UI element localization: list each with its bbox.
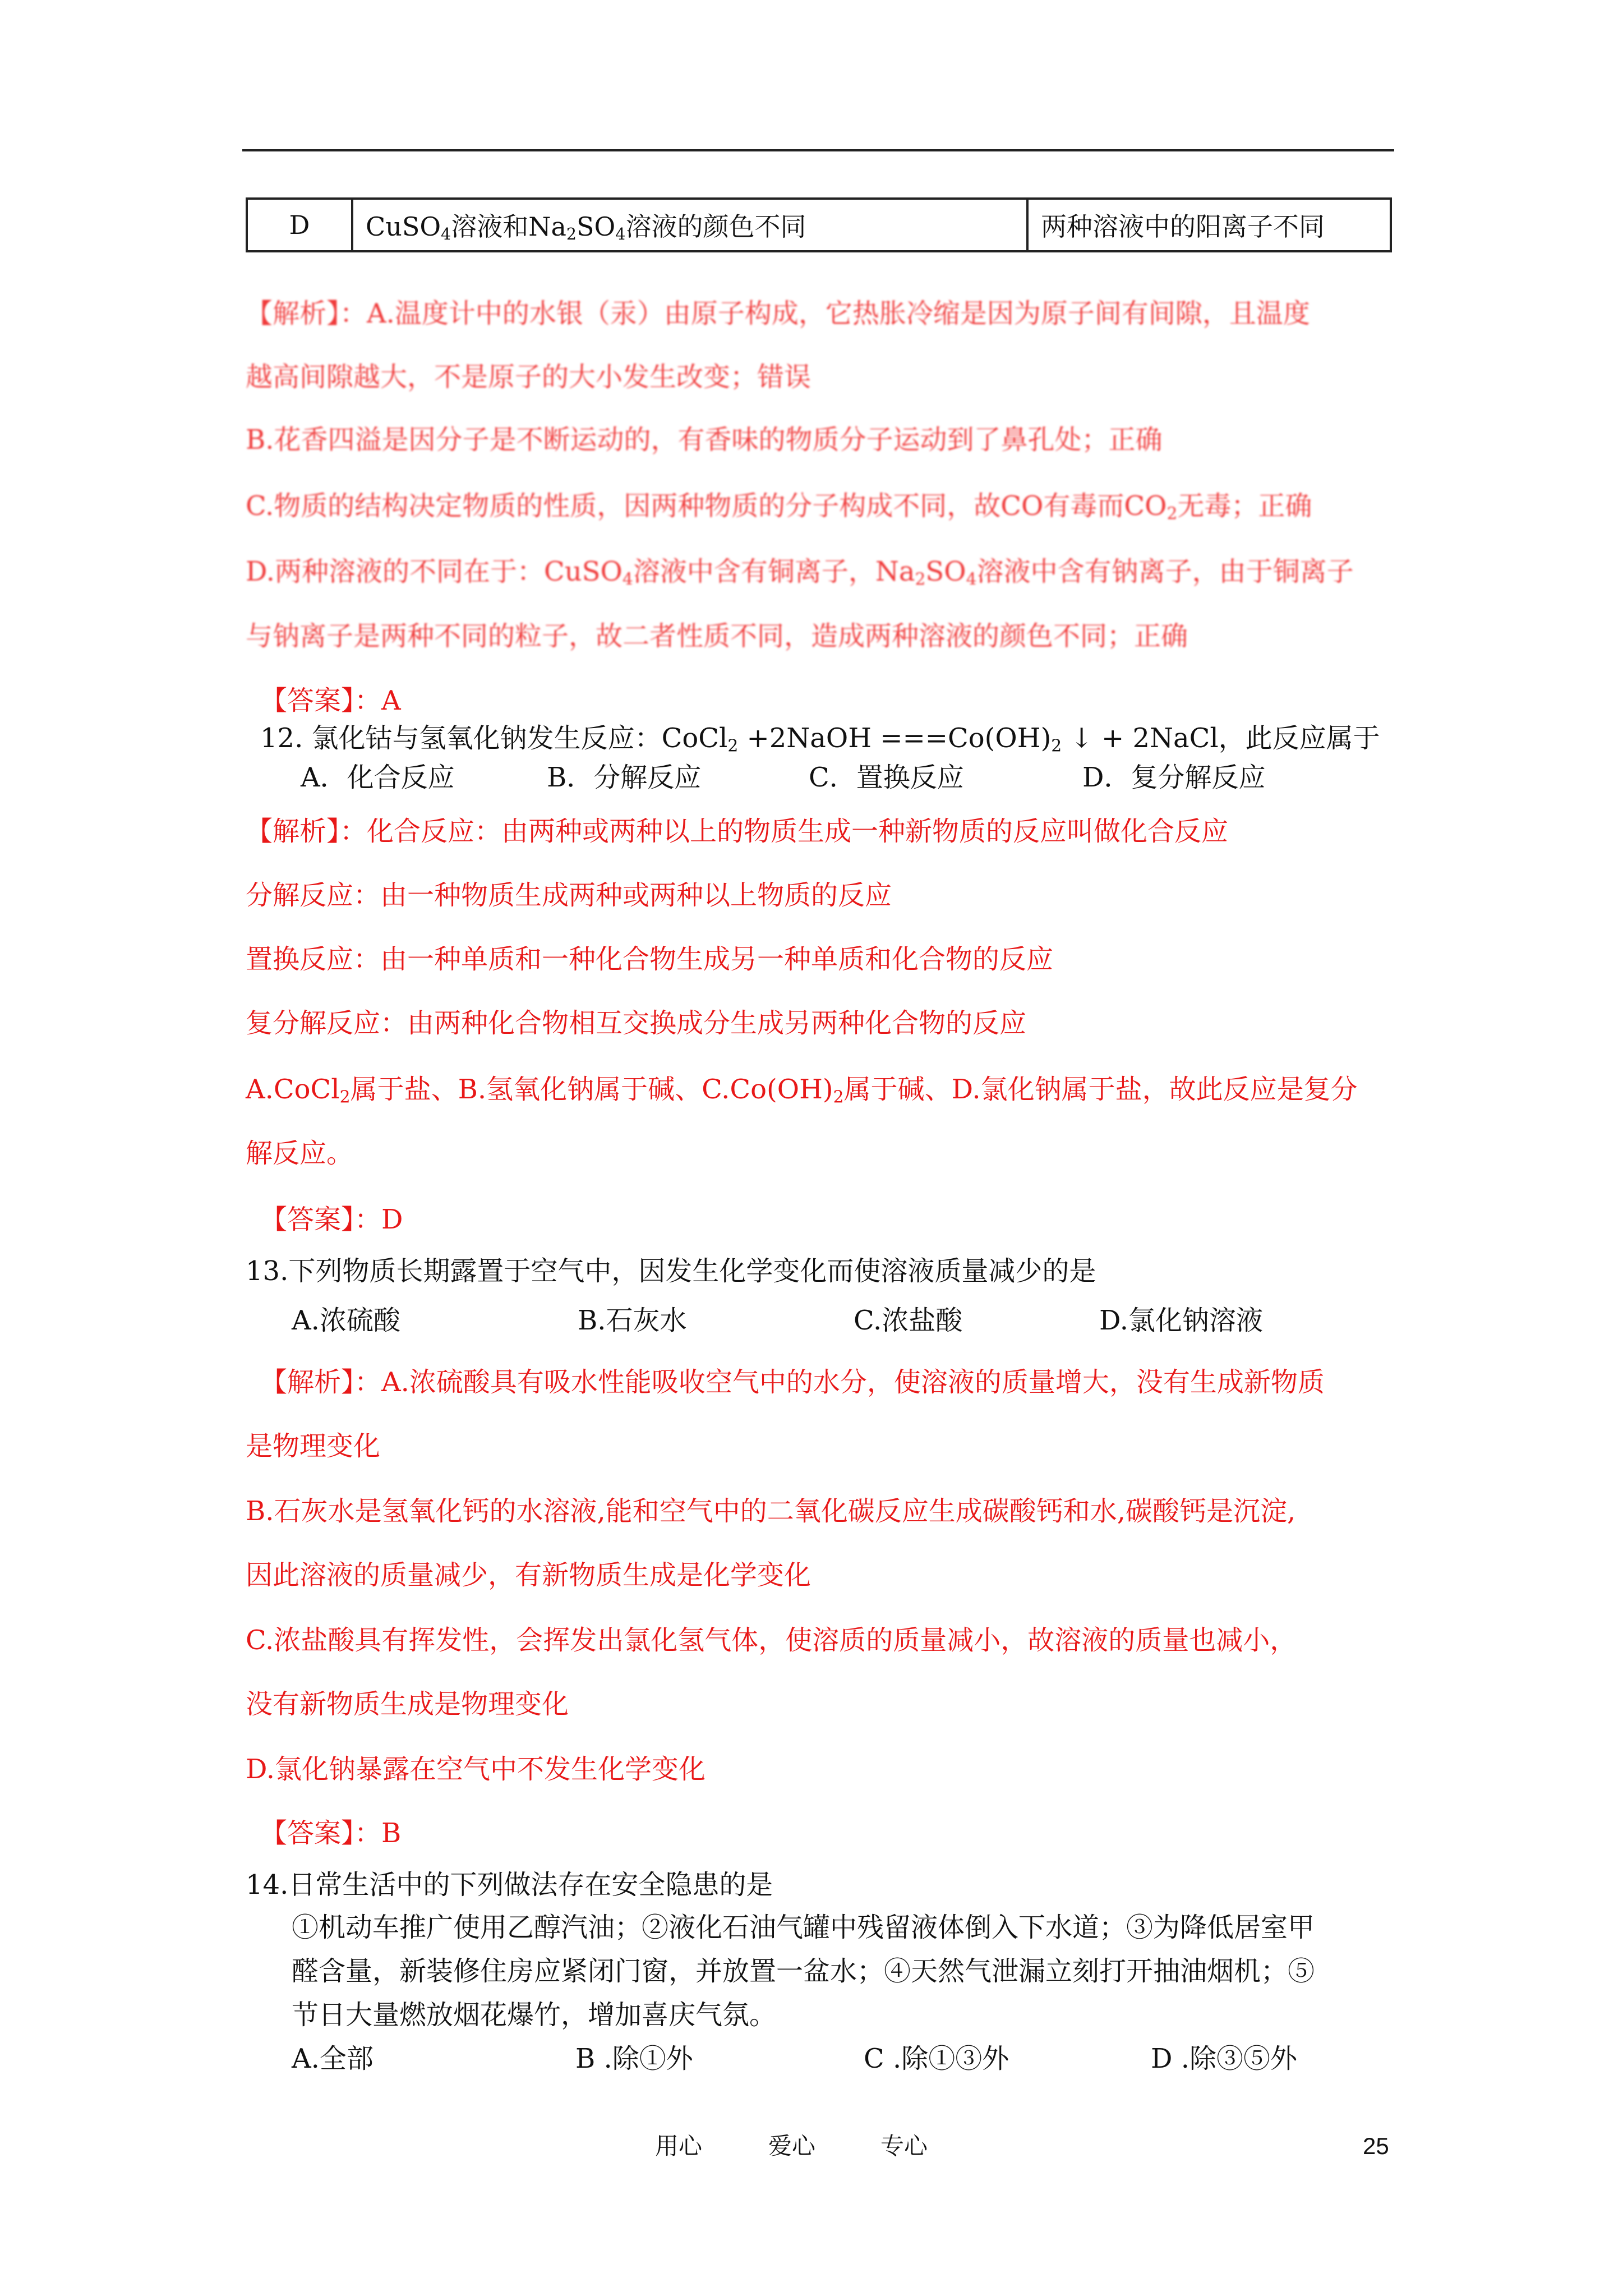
q13-option-d: D.氯化钠溶液	[1099, 1305, 1264, 1336]
q14-stem: 14.日常生活中的下列做法存在安全隐患的是	[246, 1869, 773, 1901]
q11-analysis-line-3: B.花香四溢是因分子是不断运动的，有香味的物质分子运动到了鼻孔处；正确	[246, 424, 1163, 455]
q11-answer: 【答案】：A	[260, 685, 401, 716]
footer-word-3: 专心	[880, 2132, 928, 2160]
q12-analysis-line-1: 【解析】：化合反应：由两种或两种以上的物质生成一种新物质的反应叫做化合反应	[246, 816, 1229, 847]
q12-analysis-line-2: 分解反应：由一种物质生成两种或两种以上物质的反应	[246, 880, 892, 911]
q11-analysis-line-5: D.两种溶液的不同在于：CuSO$_4$溶液中含有铜离子，$Na_2SO_4$溶液中含有钠离子，由于铜离子	[246, 556, 1354, 590]
table-cell-option: D	[247, 199, 352, 251]
q14-option-a: A.全部	[292, 2043, 374, 2074]
q13-analysis-line-7: D.氯化钠暴露在空气中不发生化学变化	[246, 1754, 706, 1785]
q12-stem: 12. 氯化钴与氢氧化钠发生反应：CoCl$_2$ +2NaOH $===Co(OH)_2$ ↓ + 2NaCl，此反应属于	[260, 723, 1380, 756]
q13-analysis-line-1: 【解析】：A.浓硫酸具有吸水性能吸收空气中的水分，使溶液的质量增大，没有生成新物质	[260, 1366, 1325, 1398]
q14-body-line-1: ①机动车推广使用乙醇汽油；②液化石油气罐中残留液体倒入下水道；③为降低居室甲	[292, 1912, 1315, 1943]
q13-analysis-line-3: B.石灰水是氢氧化钙的水溶液,能和空气中的二氧化碳反应生成碳酸钙和水,碳酸钙是沉淀,	[246, 1496, 1296, 1527]
q12-option-c: C．置换反应	[809, 762, 964, 793]
table-cell-phenomenon: CuSO$_4$溶液和$Na_2SO_4$溶液的颜色不同	[352, 199, 1027, 251]
q12-answer: 【答案】：D	[260, 1204, 403, 1235]
q13-analysis-line-4: 因此溶液的质量减少，有新物质生成是化学变化	[246, 1559, 811, 1591]
q13-option-a: A.浓硫酸	[292, 1305, 400, 1336]
q13-analysis-line-6: 没有新物质生成是物理变化	[246, 1688, 569, 1720]
header-rule	[242, 149, 1394, 151]
q13-stem: 13.下列物质长期露置于空气中，因发生化学变化而使溶液质量减少的是	[246, 1255, 1096, 1287]
table-cell-explanation: 两种溶液中的阳离子不同	[1027, 199, 1391, 251]
q11-analysis-line-1: 【解析】：A.温度计中的水银（汞）由原子构成，它热胀冷缩是因为原子间有间隙，且温度	[246, 298, 1310, 329]
q13-option-b: B.石灰水	[578, 1305, 687, 1336]
answer-table	[246, 197, 1392, 252]
q12-analysis-line-6: 解反应。	[246, 1138, 354, 1169]
q13-analysis-line-2: 是物理变化	[246, 1430, 381, 1462]
q11-analysis-line-2: 越高间隙越大，不是原子的大小发生改变；错误	[246, 361, 811, 393]
q14-body-line-2: 醛含量，新装修住房应紧闭门窗，并放置一盆水；④天然气泄漏立刻打开抽油烟机；⑤	[292, 1955, 1315, 1987]
q11-analysis-line-6: 与钠离子是两种不同的粒子，故二者性质不同，造成两种溶液的颜色不同；正确	[246, 620, 1188, 652]
q14-body-line-3: 节日大量燃放烟花爆竹，增加喜庆气氛。	[292, 1999, 777, 2031]
q12-option-d: D．复分解反应	[1082, 762, 1266, 793]
q13-analysis-line-5: C.浓盐酸具有挥发性，会挥发出氯化氢气体，使溶质的质量减小，故溶液的质量也减小，	[246, 1625, 1297, 1656]
q14-option-d: D .除③⑤外	[1151, 2043, 1298, 2074]
q11-analysis-line-4: C.物质的结构决定物质的性质，因两种物质的分子构成不同，故CO有毒而$CO_2$无毒；正确	[246, 490, 1312, 524]
footer-word-1: 用心	[655, 2132, 703, 2160]
q14-option-c: C .除①③外	[864, 2043, 1009, 2074]
q12-analysis-line-5: A.CoCl$_2$属于盐、B.氢氧化钠属于碱、$C.Co(OH)_2$属于碱、D.氯化钠属于盐，故此反应是复分	[246, 1074, 1358, 1107]
q13-option-c: C.浓盐酸	[854, 1305, 963, 1336]
q13-answer: 【答案】：B	[260, 1818, 402, 1849]
page-number: 25	[1363, 2133, 1389, 2159]
q14-option-b: B .除①外	[575, 2043, 693, 2074]
table-row	[247, 199, 1391, 251]
footer-word-2: 爱心	[768, 2132, 816, 2160]
q12-option-b: B．分解反应	[547, 762, 702, 793]
q12-option-a: A．化合反应	[301, 762, 455, 793]
q12-analysis-line-3: 置换反应：由一种单质和一种化合物生成另一种单质和化合物的反应	[246, 944, 1054, 975]
q12-analysis-line-4: 复分解反应：由两种化合物相互交换成分生成另两种化合物的反应	[246, 1007, 1027, 1039]
